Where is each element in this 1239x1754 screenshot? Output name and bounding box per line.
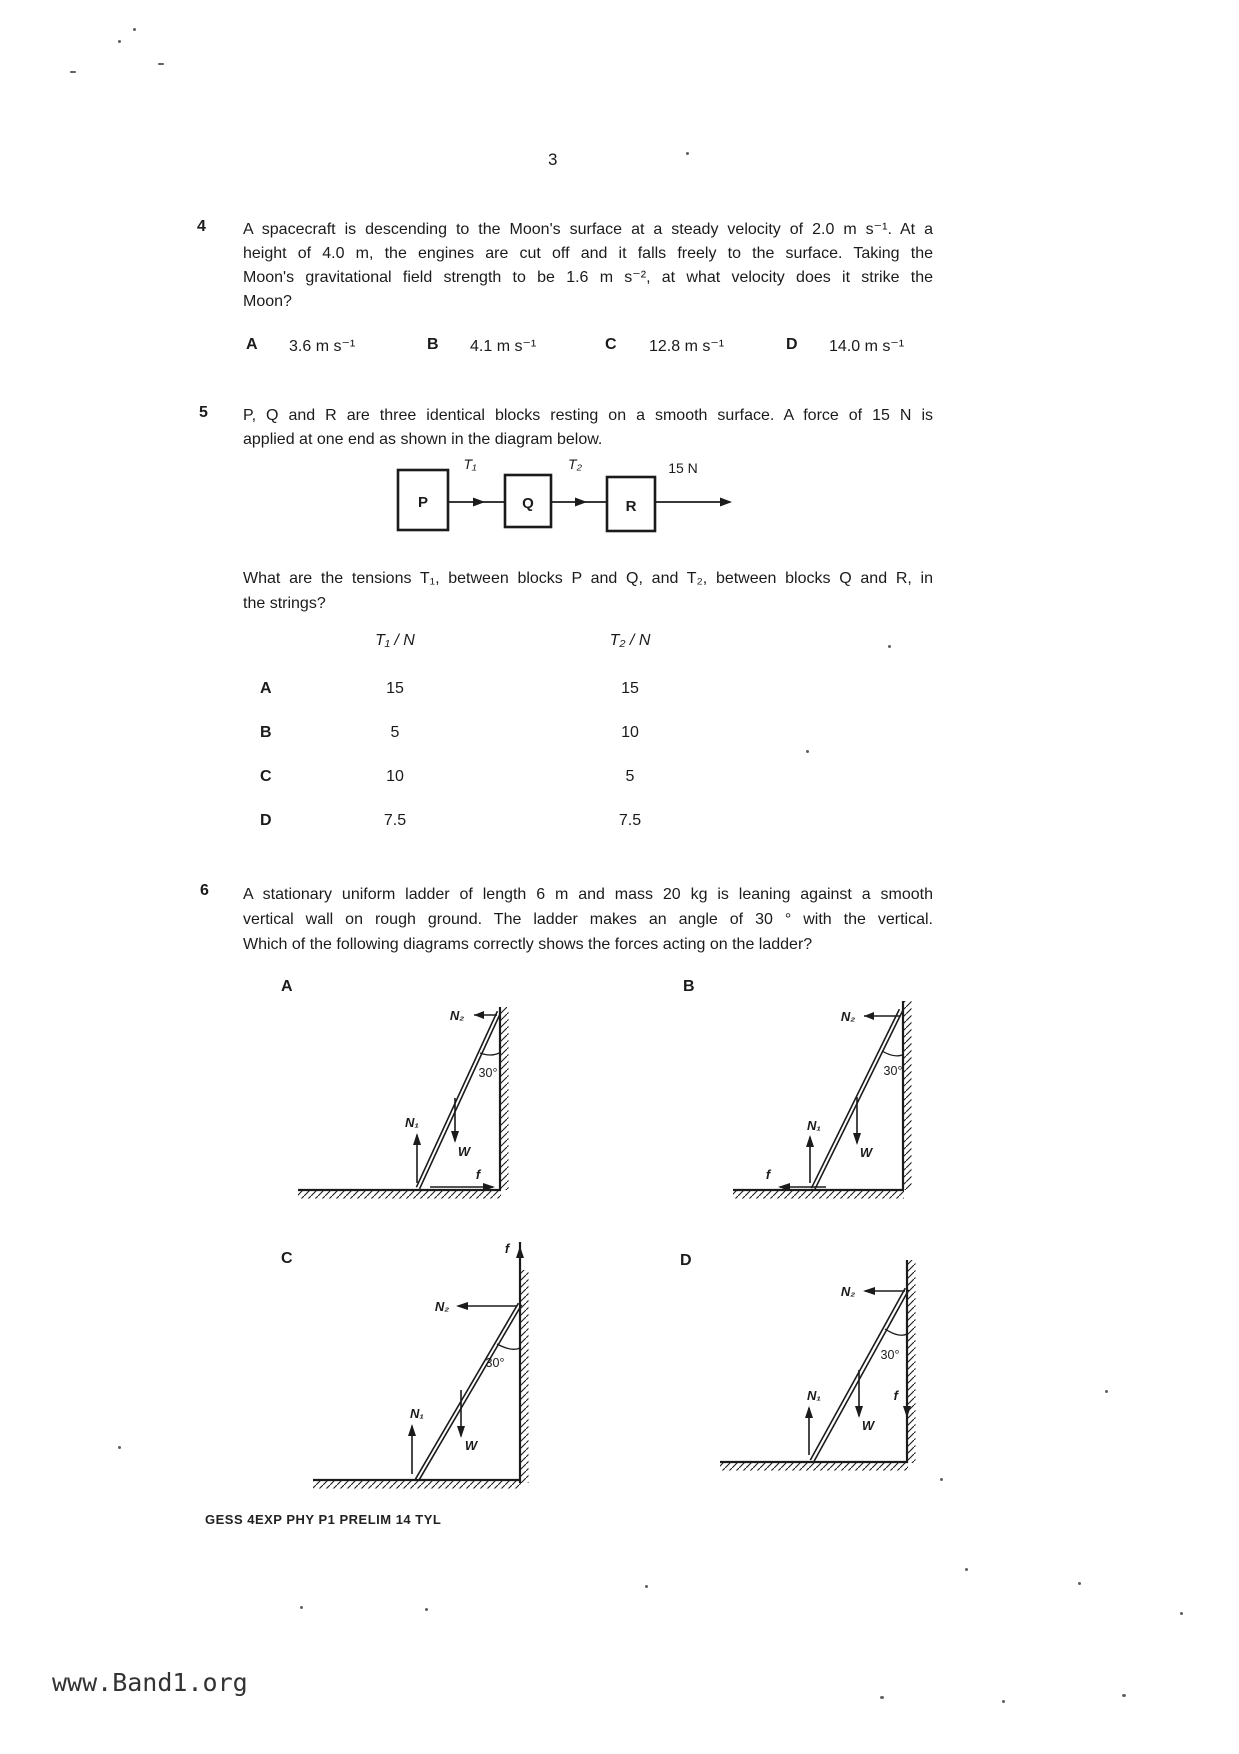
applied-force-arrow: [655, 498, 732, 507]
question-6-line-2: vertical wall on rough ground. The ladder makes an angle of 30 ° with the vertical.: [243, 911, 933, 928]
noise-dot: [1002, 1700, 1005, 1703]
friction-label: f: [765, 1167, 771, 1182]
noise-dot: [1105, 1390, 1108, 1393]
ladder-diagram-d: [662, 1258, 924, 1470]
arrowhead-down-icon: [457, 1426, 465, 1438]
question-5-line-2: applied at one end as shown in the diagram below.: [243, 431, 603, 448]
question-6-text: [243, 882, 933, 957]
ground-hatching: [313, 1481, 521, 1489]
angle-arc: [480, 1053, 499, 1055]
angle-label: 30°: [478, 1066, 498, 1080]
block-p-label: P: [417, 494, 429, 511]
question-4-line-3: Moon's gravitational field strength to be 1.6 m s⁻², at what velocity does it strike the: [243, 269, 933, 286]
ground-hatching: [733, 1191, 904, 1199]
table-row: [0, 724, 900, 744]
n2-label: N₂: [840, 1284, 856, 1299]
angle-arc: [497, 1344, 520, 1349]
row-c-t1: 10: [386, 768, 404, 785]
applied-force-label: 15 N: [668, 460, 698, 476]
angle-arc: [882, 1051, 902, 1056]
row-b-letter: B: [260, 724, 272, 741]
arrowhead-up-icon: [805, 1406, 813, 1418]
noise-dot: [1078, 1582, 1081, 1585]
row-d-letter: D: [260, 812, 272, 829]
friction-label: f: [475, 1167, 481, 1182]
question-6-line-3: Which of the following diagrams correctly shows the forces acting on the ladder?: [243, 936, 813, 953]
row-c-letter: C: [260, 768, 272, 785]
ladder: [415, 1303, 521, 1481]
blocks-diagram: [395, 455, 740, 537]
n1-label: N₁: [807, 1118, 821, 1133]
friction-label: f: [504, 1241, 510, 1256]
arrowhead-down-icon: [451, 1131, 459, 1143]
ground-hatching: [720, 1463, 908, 1471]
page-number: 3: [548, 150, 558, 169]
option-d-value: 14.0 m s⁻¹: [829, 338, 905, 355]
arrowhead-down-icon: [855, 1406, 863, 1418]
question-5-prompt-line-2: the strings?: [243, 595, 326, 612]
noise-dot: [965, 1568, 968, 1571]
option-a-value: 3.6 m s⁻¹: [289, 338, 356, 355]
diagram-d-letter: D: [680, 1252, 692, 1269]
arrowhead-left-icon: [456, 1302, 468, 1310]
question-5-text: [243, 404, 933, 452]
noise-dot: [645, 1585, 648, 1588]
block-q-label: Q: [522, 495, 534, 512]
row-a-letter: A: [260, 680, 272, 697]
noise-dot: [1122, 1694, 1126, 1697]
question-6-line-1: A stationary uniform ladder of length 6 m and mass 20 kg is leaning against a smooth: [243, 886, 933, 903]
option-a-letter: A: [246, 336, 258, 353]
angle-label: 30°: [880, 1348, 900, 1362]
option-b-value: 4.1 m s⁻¹: [470, 338, 537, 355]
row-d-t2: 7.5: [618, 812, 642, 829]
angle-label: 30°: [883, 1064, 903, 1078]
noise-dot: [806, 750, 809, 753]
question-5-prompt: [243, 566, 933, 616]
row-a-t2: 15: [621, 680, 639, 697]
wall-hatching: [501, 1007, 509, 1190]
noise-dot: [940, 1478, 943, 1481]
arrowhead-right-icon: [575, 498, 587, 507]
normal-ground-arrow: [408, 1424, 416, 1474]
arrowhead-left-icon: [864, 1012, 874, 1020]
arrowhead-up-icon: [413, 1133, 421, 1145]
option-d-letter: D: [786, 336, 798, 353]
normal-ground-arrow: [805, 1406, 813, 1455]
noise-dot: [133, 28, 136, 31]
diagram-a-letter: A: [281, 978, 293, 995]
table-row: [0, 680, 900, 700]
arrowhead-left-icon: [474, 1011, 484, 1019]
string-q-r: [551, 498, 607, 507]
option-b-letter: B: [427, 336, 439, 353]
ladder-diagram-c: [295, 1240, 540, 1492]
weight-arrow: [853, 1097, 861, 1145]
diagram-b-letter: B: [683, 978, 695, 995]
question-4-line-1: A spacecraft is descending to the Moon's surface at a steady velocity of 2.0 m s⁻¹. At a: [243, 221, 933, 238]
arrowhead-right-icon: [720, 498, 732, 507]
tension-2-label: T₂: [568, 456, 582, 472]
weight-label: W: [464, 1438, 478, 1453]
angle-label: 30°: [485, 1356, 505, 1370]
question-5-line-1: P, Q and R are three identical blocks resting on a smooth surface. A force of 15 N is: [243, 407, 933, 424]
arrowhead-up-icon: [516, 1246, 524, 1258]
noise-dot: [300, 1606, 303, 1609]
n2-label: N₂: [449, 1008, 465, 1023]
question-5-prompt-line-1: What are the tensions T₁, between blocks P and Q, and T₂, between blocks Q and R, in: [243, 570, 933, 587]
table-row: [0, 812, 900, 832]
arrowhead-down-icon: [853, 1133, 861, 1145]
n1-label: N₁: [410, 1406, 424, 1421]
watermark-url: www.Band1.org: [52, 1668, 248, 1697]
noise-dot: [118, 40, 121, 43]
string-p-q: [448, 498, 505, 507]
normal-ground-arrow: [413, 1133, 421, 1183]
weight-label: W: [861, 1418, 875, 1433]
noise-dot: [158, 63, 164, 65]
arrowhead-left-icon: [863, 1287, 875, 1295]
angle-arc: [885, 1329, 907, 1335]
ladder: [416, 1011, 500, 1189]
option-c-value: 12.8 m s⁻¹: [649, 338, 725, 355]
arrowhead-up-icon: [806, 1135, 814, 1147]
noise-dot: [425, 1608, 428, 1611]
noise-dot: [70, 71, 76, 73]
table-col1-header: T₁ / N: [375, 632, 415, 649]
row-a-t1: 15: [386, 680, 404, 697]
exam-footer-code: GESS 4EXP PHY P1 PRELIM 14 TYL: [205, 1512, 442, 1527]
question-4-text: [243, 218, 933, 314]
row-b-t2: 10: [621, 724, 639, 741]
row-c-t2: 5: [625, 768, 635, 785]
n2-label: N₂: [434, 1299, 450, 1314]
ladder-diagram-a: [290, 993, 515, 1203]
friction-label: f: [893, 1388, 898, 1403]
option-c-letter: C: [605, 336, 617, 353]
row-b-t1: 5: [390, 724, 400, 741]
weight-label: W: [457, 1144, 471, 1159]
table-row: [0, 768, 900, 788]
question-5-number: 5: [199, 404, 208, 421]
ground-hatching: [298, 1191, 501, 1199]
table-col2-header: T₂ / N: [609, 632, 651, 649]
wall-hatching: [521, 1270, 529, 1483]
noise-dot: [1180, 1612, 1183, 1615]
noise-dot: [686, 152, 689, 155]
noise-dot: [118, 1446, 121, 1449]
ladder-diagram-b: [668, 993, 918, 1203]
block-r-label: R: [625, 498, 637, 515]
normal-wall-arrow: [456, 1302, 517, 1310]
wall-hatching: [904, 1001, 912, 1190]
noise-dot: [880, 1696, 884, 1699]
normal-wall-arrow: [863, 1287, 905, 1295]
row-d-t1: 7.5: [383, 812, 407, 829]
normal-ground-arrow: [806, 1135, 814, 1183]
tension-1-label: T₁: [463, 456, 477, 472]
noise-dot: [888, 645, 891, 648]
question-6-number: 6: [200, 882, 209, 899]
n1-label: N₁: [405, 1115, 419, 1130]
diagram-c-letter: C: [281, 1250, 293, 1267]
n1-label: N₁: [807, 1388, 821, 1403]
weight-label: W: [859, 1145, 873, 1160]
question-4-line-2: height of 4.0 m, the engines are cut off and it falls freely to the surface. Taking the: [243, 245, 933, 262]
question-4-line-4: Moon?: [243, 293, 292, 310]
arrowhead-up-icon: [408, 1424, 416, 1436]
n2-label: N₂: [840, 1009, 856, 1024]
arrowhead-right-icon: [473, 498, 485, 507]
question-4-number: 4: [197, 218, 206, 235]
